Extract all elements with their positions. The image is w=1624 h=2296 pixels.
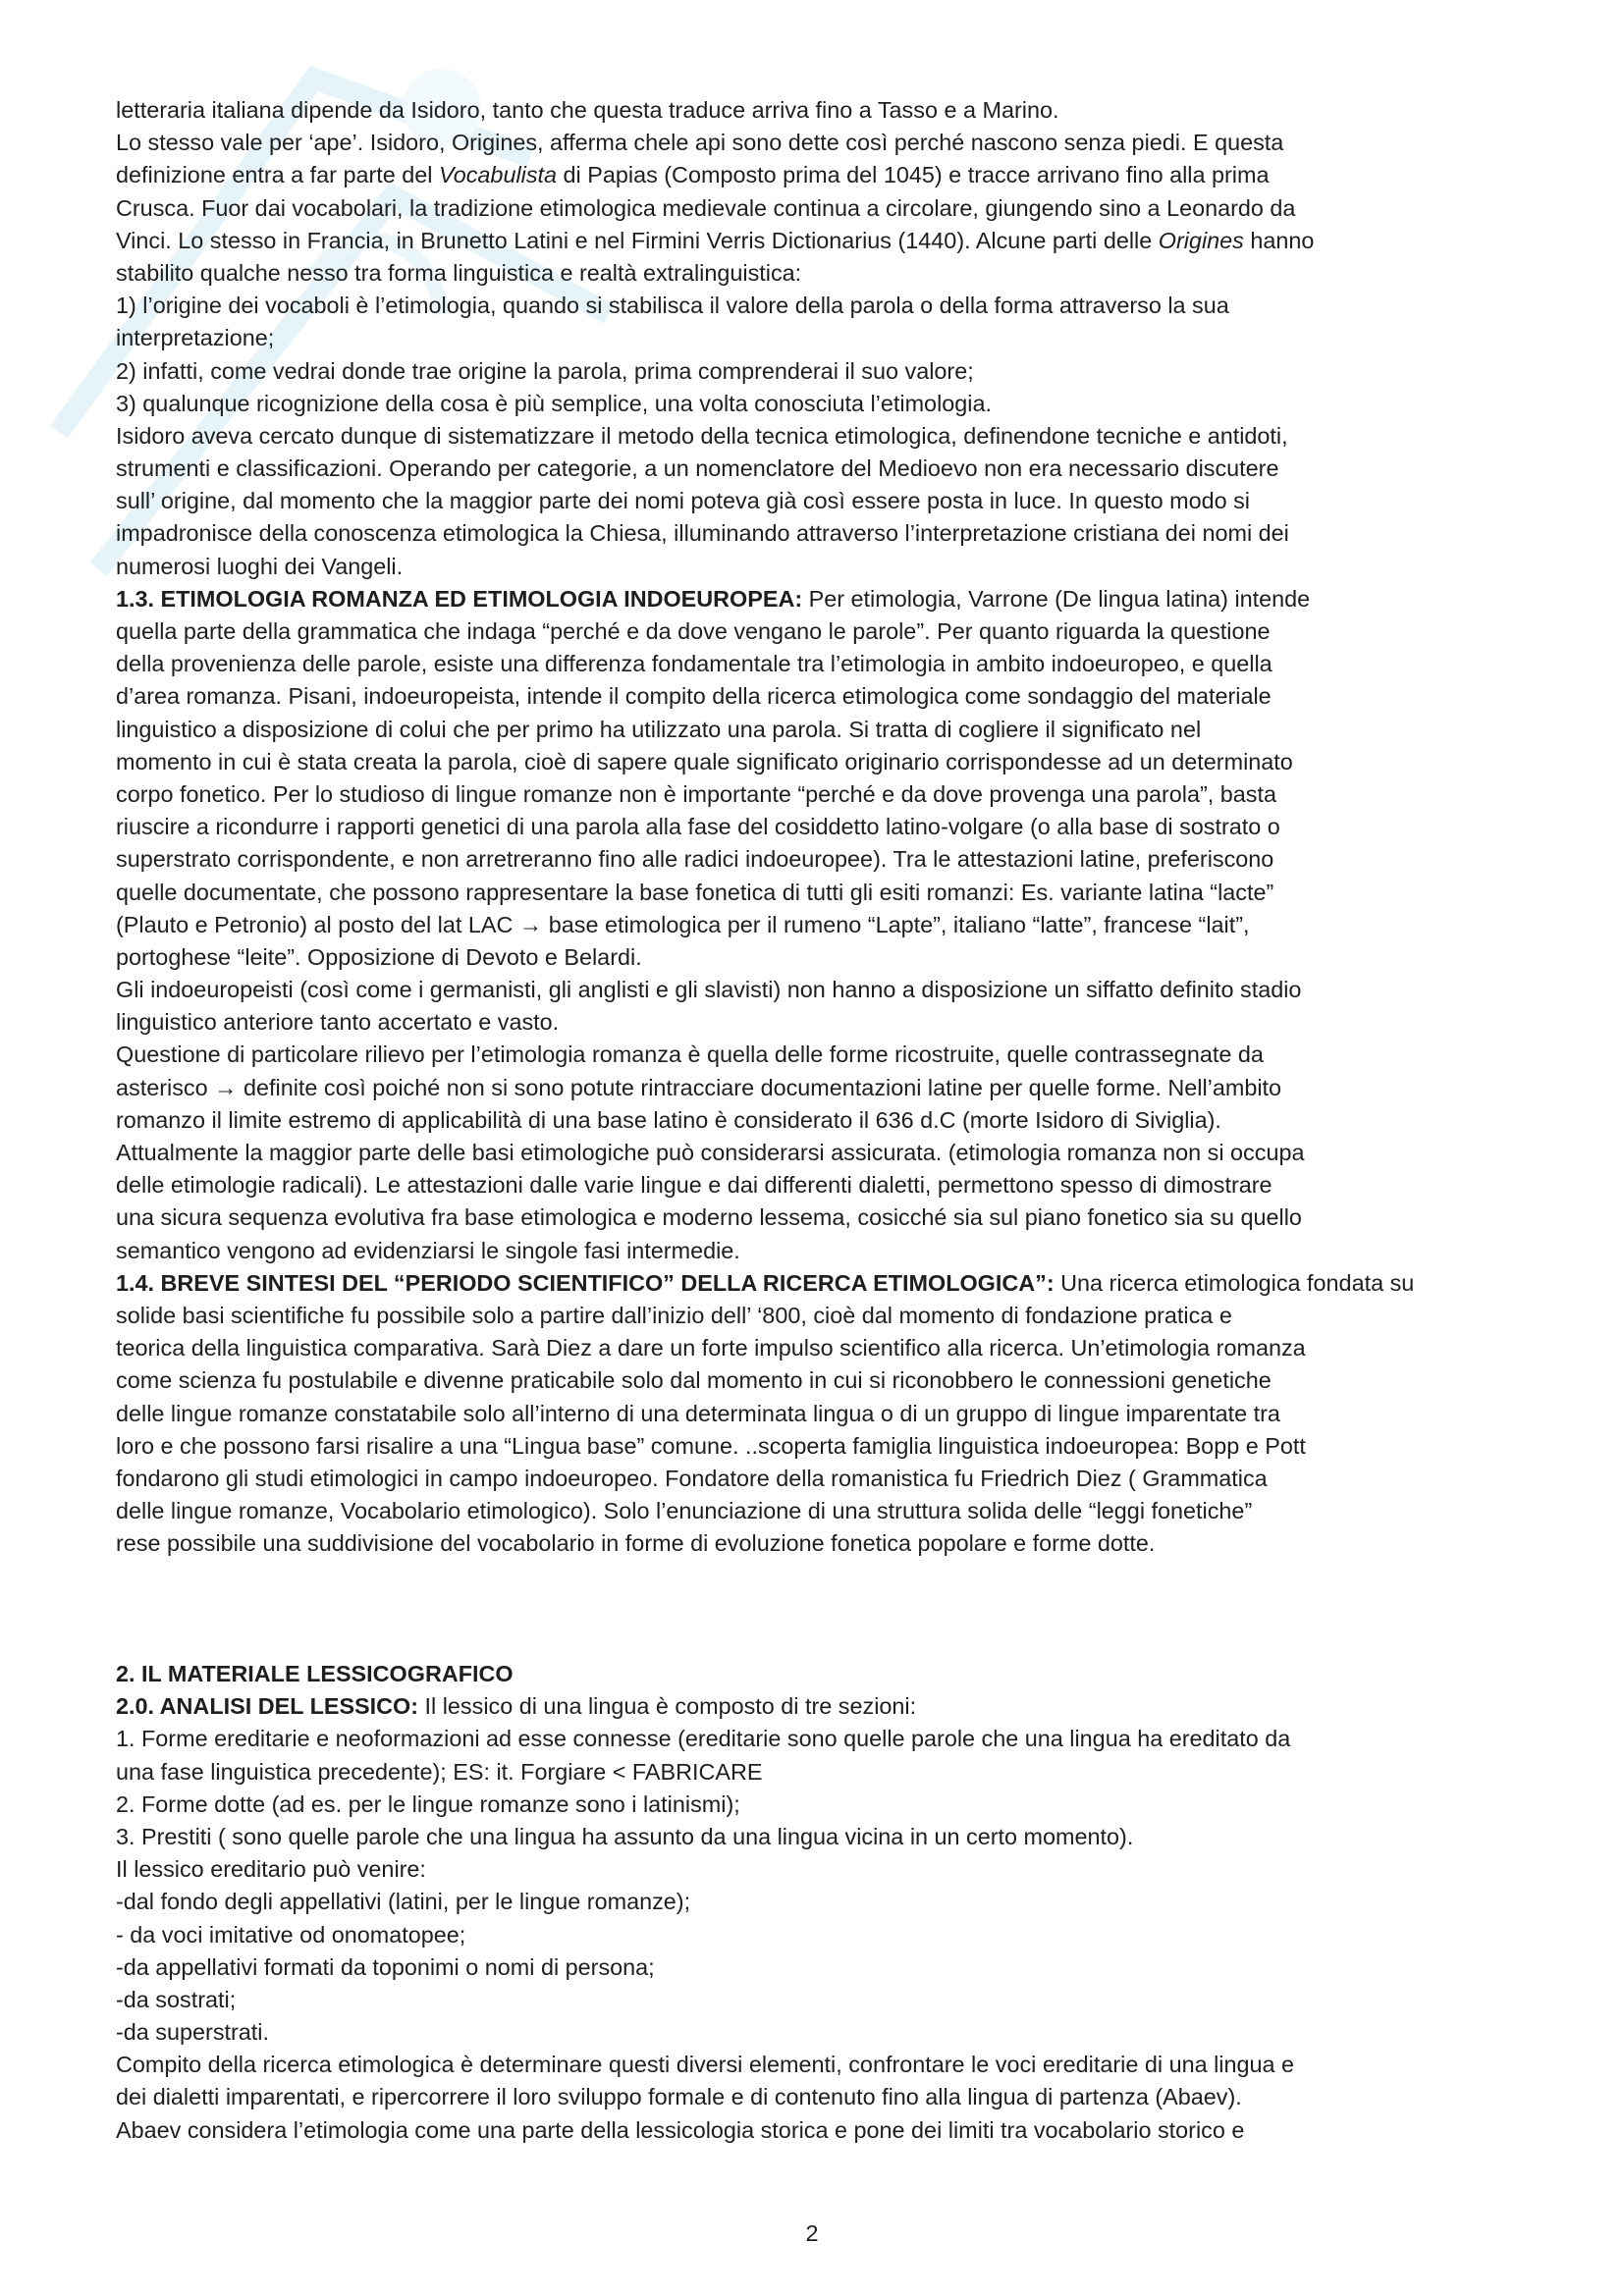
paragraph-line: una sicura sequenza evolutiva fra base etimologica e moderno lessema, cosicché sia sul piano fonetico sia su quello — [116, 1204, 1302, 1231]
paragraph-line: momento in cui è stata creata la parola, cioè di sapere quale significato originario corrispondesse ad un determinato — [116, 748, 1293, 774]
paragraph-line: linguistico a disposizione di colui che per primo ha utilizzato una parola. Si tratta di cogliere il significato nel — [116, 716, 1202, 742]
paragraph-line: 2) infatti, come vedrai donde trae origine la parola, prima comprenderai il suo valore; — [116, 357, 974, 384]
paragraph-line: -da appellativi formati da toponimi o nomi di persona; — [116, 1953, 655, 1980]
paragraph-line: -da superstrati. — [116, 2019, 270, 2046]
paragraph-line: 3. Prestiti ( sono quelle parole che una lingua ha assunto da una lingua vicina in un certo momento). — [116, 1823, 1134, 1849]
paragraph-line: riuscire a ricondurre i rapporti genetici di una parola alla fase del cosiddetto latino-volgare (o alla base di sostrato o — [116, 814, 1280, 840]
paragraph-line: letteraria italiana dipende da Isidoro, tanto che questa traduce arriva fino a Tasso e a Marino. — [116, 97, 1059, 123]
paragraph-line: -dal fondo degli appellativi (latini, per le lingue romanze); — [116, 1889, 691, 1915]
paragraph-line: teorica della linguistica comparativa. Sarà Diez a dare un forte impulso scientifico alla ricerca. Un’etimologia romanza — [116, 1335, 1306, 1362]
paragraph-line: strumenti e classificazioni. Operando per categorie, a un nomenclatore del Medioevo non era necessario discutere — [116, 455, 1279, 482]
section-heading: 2.0. ANALISI DEL LESSICO: — [116, 1693, 419, 1720]
paragraph-line: 2. Forme dotte (ad es. per le lingue romanze sono i latinismi); — [116, 1790, 740, 1817]
paragraph-line: 1. Forme ereditarie e neoformazioni ad esse connesse (ereditarie sono quelle parole che una lingua ha ereditato da — [116, 1726, 1291, 1752]
paragraph-line: rese possibile una suddivisione del vocabolario in forme di evoluzione fonetica popolare e forme dotte. — [116, 1530, 1156, 1557]
paragraph-line: linguistico anteriore tanto accertato e vasto. — [116, 1009, 560, 1036]
section-1-3-first-line: 1.3. ETIMOLOGIA ROMANZA ED ETIMOLOGIA INDOEUROPEA: Per etimologia, Varrone (De lingua latina) intende — [116, 585, 1311, 612]
section-heading: 1.4. BREVE SINTESI DEL “PERIODO SCIENTIFICO” DELLA RICERCA ETIMOLOGICA”: — [116, 1269, 1055, 1296]
paragraph-line: Crusca. Fuor dai vocabolari, la tradizione etimologica medievale continua a circolare, giungendo sino a Leonardo da — [116, 194, 1296, 221]
paragraph-line: fondarono gli studi etimologici in campo indoeuropeo. Fondatore della romanistica fu Friedrich Diez ( Grammatica — [116, 1465, 1268, 1491]
paragraph-line: Vinci. Lo stesso in Francia, in Brunetto Latini e nel Firmini Verris Dictionarius (1440). Alcune parti delle Origines hanno — [116, 227, 1315, 253]
paragraph-line: - da voci imitative od onomatopee; — [116, 1921, 466, 1948]
paragraph-line: della provenienza delle parole, esiste una differenza fondamentale tra l’etimologia in ambito indoeuropeo, e quella — [116, 651, 1272, 677]
paragraph-line: Lo stesso vale per ‘ape’. Isidoro, Origines, afferma chele api sono dette così perché nascono senza piedi. E questa — [116, 130, 1284, 156]
section-gap — [116, 1560, 1530, 1658]
paragraph-line: definizione entra a far parte del Vocabulista di Papias (Composto prima del 1045) e tracce arrivano fino alla prima — [116, 162, 1270, 188]
paragraph-line: superstrato corrispondente, e non arretreranno fino alle radici indoeuropee). Tra le attestazioni latine, preferiscono — [116, 846, 1274, 873]
chapter-heading: 2. IL MATERIALE LESSICOGRAFICO — [116, 1661, 514, 1687]
paragraph-line: asterisco → definite così poiché non si sono potute rintracciare documentazioni latine per quelle forme. Nell’ambito — [116, 1074, 1282, 1100]
paragraph-line: una fase linguistica precedente); ES: it. Forgiare < FABRICARE — [116, 1758, 763, 1785]
paragraph-line: quella parte della grammatica che indaga “perché e da dove vengano le parole”. Per quanto riguarda la questione — [116, 618, 1271, 644]
paragraph-line: corpo fonetico. Per lo studioso di lingue romanze non è importante “perché e da dove provenga una parola”, basta — [116, 780, 1276, 807]
section-2-0-first-line: 2.0. ANALISI DEL LESSICO: Il lessico di una lingua è composto di tre sezioni: — [116, 1693, 917, 1720]
paragraph-line: Gli indoeuropeisti (così come i germanisti, gli anglisti e gli slavisti) non hanno a disposizione un siffatto definito stadio — [116, 977, 1302, 1003]
paragraph-line: delle lingue romanze constatabile solo all’interno di una determinata lingua o di un gruppo di lingue imparentate tra — [116, 1400, 1280, 1426]
paragraph-line: semantico vengono ad evidenziarsi le singole fasi intermedie. — [116, 1237, 740, 1263]
paragraph-line: numerosi luoghi dei Vangeli. — [116, 553, 404, 579]
paragraph-line: Il lessico ereditario può venire: — [116, 1856, 426, 1883]
paragraph-line: (Plauto e Petronio) al posto del lat LAC → base etimologica per il rumeno “Lapte”, italiano “latte”, francese “lait”, — [116, 911, 1250, 937]
paragraph-line: stabilito qualche nesso tra forma linguistica e realtà extralinguistica: — [116, 259, 802, 286]
paragraph-line: Compito della ricerca etimologica è determinare questi diversi elementi, confrontare le voci ereditarie di una lingua e — [116, 2052, 1295, 2078]
paragraph-line: delle lingue romanze, Vocabolario etimologico). Solo l’enunciazione di una struttura solida delle “leggi fonetiche” — [116, 1498, 1253, 1524]
paragraph-line: come scienza fu postulabile e divenne praticabile solo dal momento in cui si riconobbero le connessioni genetiche — [116, 1367, 1272, 1394]
paragraph-line: Questione di particolare rilievo per l’etimologia romanza è quella delle forme ricostruite, quelle contrassegnate da — [116, 1041, 1264, 1068]
paragraph-line: dei dialetti imparentati, e ripercorrere il loro sviluppo formale e di contenuto fino alla lingua di partenza (Abaev). — [116, 2084, 1242, 2110]
paragraph-line: Isidoro aveva cercato dunque di sistematizzare il metodo della tecnica etimologica, definendone tecniche e antidoti, — [116, 422, 1288, 449]
paragraph-line: -da sostrati; — [116, 1986, 237, 2012]
paragraph-line: romanzo il limite estremo di applicabilità di una base latino è considerato il 636 d.C (morte Isidoro di Siviglia). — [116, 1106, 1221, 1133]
paragraph-line: portoghese “leite”. Opposizione di Devoto e Belardi. — [116, 943, 642, 970]
document-body — [116, 94, 1530, 2147]
paragraph-line: solide basi scientifiche fu possibile solo a partire dall’inizio dell’ ‘800, cioè dal momento di fondazione pratica e — [116, 1302, 1232, 1328]
paragraph-line: interpretazione; — [116, 325, 275, 351]
paragraph-line: loro e che possono farsi risalire a una “Lingua base” comune. ..scoperta famiglia linguistica indoeuropea: Bopp e Pott — [116, 1432, 1306, 1459]
paragraph-line: Abaev considera l’etimologia come una parte della lessicologia storica e pone dei limiti tra vocabolario storico e — [116, 2116, 1245, 2143]
paragraph-line: quelle documentate, che possono rappresentare la base fonetica di tutti gli esiti romanzi: Es. variante latina “lacte” — [116, 879, 1274, 905]
page-number: 2 — [805, 2220, 819, 2246]
paragraph-line: d’area romanza. Pisani, indoeuropeista, intende il compito della ricerca etimologica come sondaggio del materiale — [116, 683, 1272, 710]
section-heading: 1.3. ETIMOLOGIA ROMANZA ED ETIMOLOGIA INDOEUROPEA: — [116, 585, 803, 612]
paragraph-line: Attualmente la maggior parte delle basi etimologiche può considerarsi assicurata. (etimologia romanza non si occupa — [116, 1140, 1305, 1165]
paragraph-line: 1) l’origine dei vocaboli è l’etimologia, quando si stabilisca il valore della parola o della forma attraverso la sua — [116, 293, 1229, 319]
paragraph-line: delle etimologie radicali). Le attestazioni dalle varie lingue e dai differenti dialetti, permettono spesso di dimostrare — [116, 1172, 1272, 1199]
paragraph-line: 3) qualunque ricognizione della cosa è più semplice, una volta conosciuta l’etimologia. — [116, 390, 992, 416]
paragraph-line: impadronisce della conoscenza etimologica la Chiesa, illuminando attraverso l’interpretazione cristiana dei nomi dei — [116, 520, 1289, 547]
paragraph-line: sull’ origine, dal momento che la maggior parte dei nomi poteva già così essere posta in luce. In questo modo si — [116, 488, 1251, 514]
section-1-4-first-line: 1.4. BREVE SINTESI DEL “PERIODO SCIENTIFICO” DELLA RICERCA ETIMOLOGICA”: Una ricerca etimologica fondata su — [116, 1269, 1415, 1296]
